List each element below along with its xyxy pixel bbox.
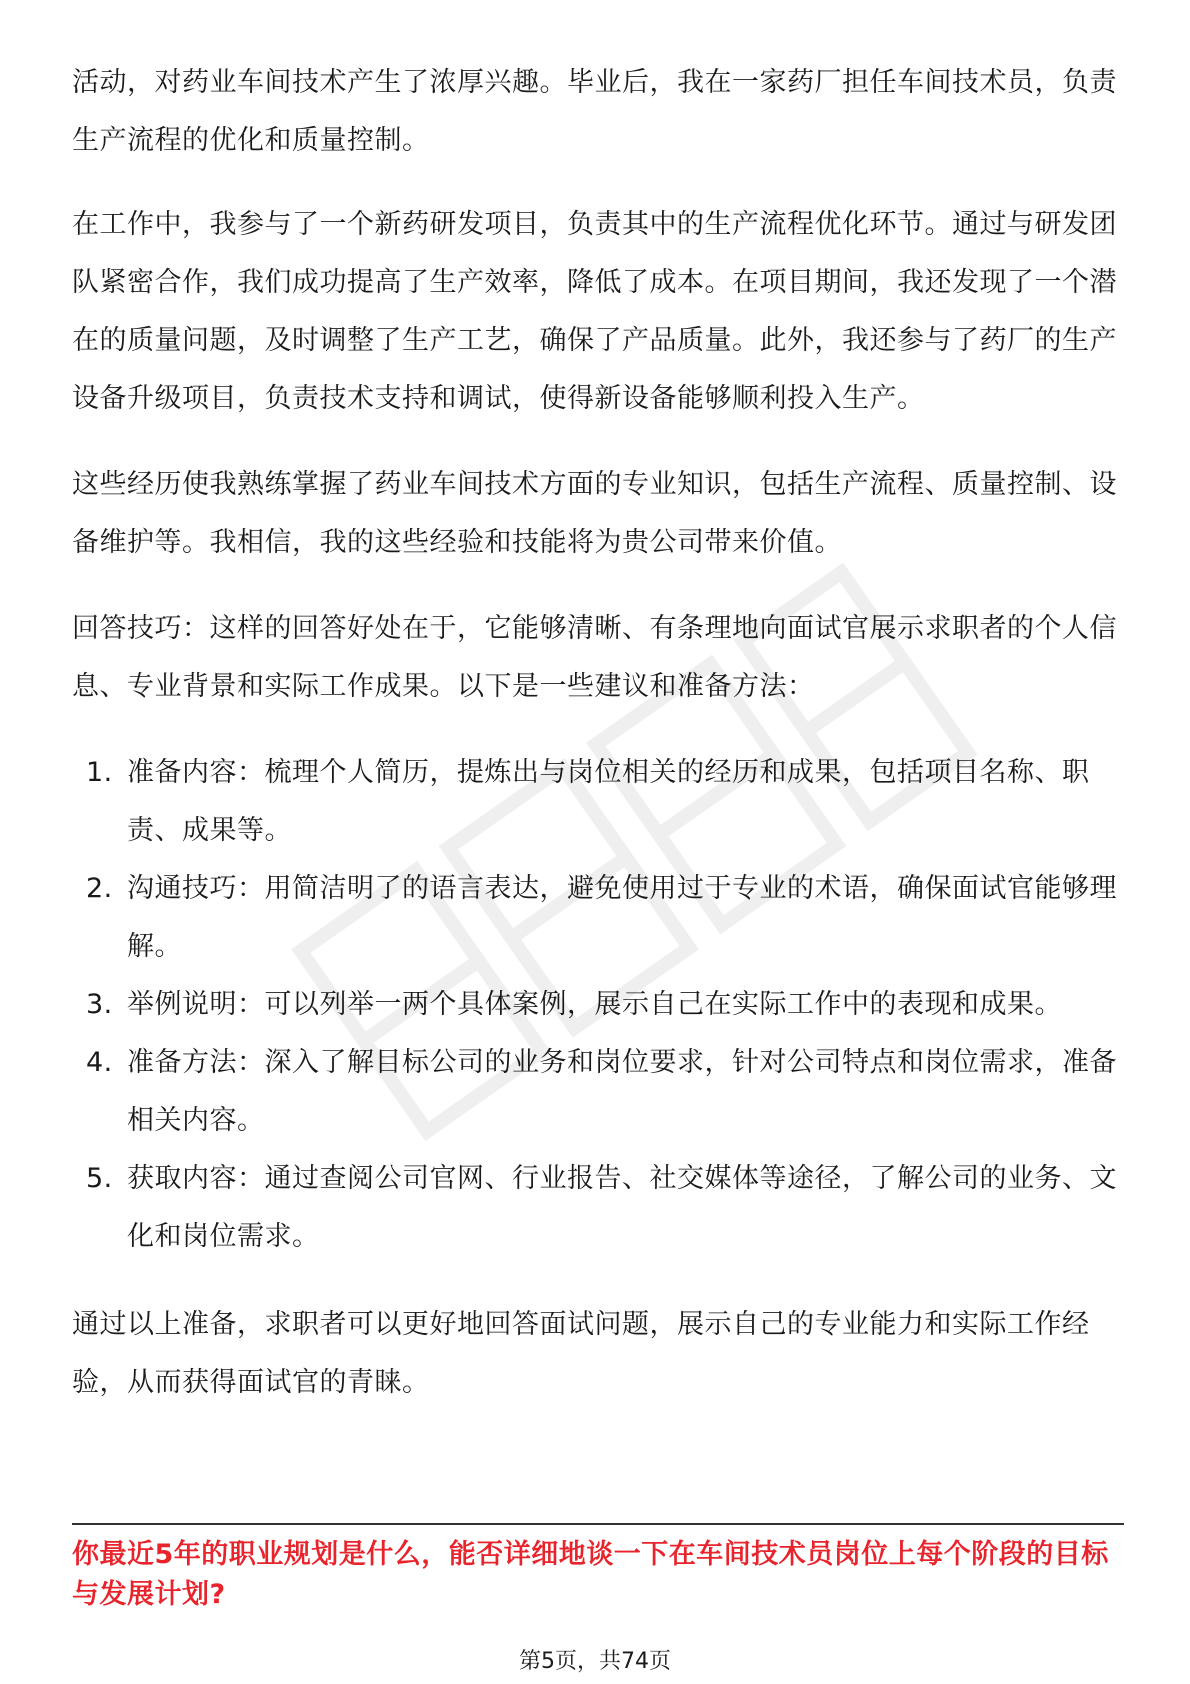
- section-divider: [72, 1523, 1124, 1525]
- next-question-heading: 你最近5年的职业规划是什么，能否详细地谈一下在车间技术员岗位上每个阶段的目标与发展计划?: [72, 1539, 1109, 1610]
- conclusion-paragraph: 通过以上准备，求职者可以更好地回答面试问题，展示自己的专业能力和实际工作经验，从而获得面试官的青睐。: [72, 1309, 1090, 1398]
- list-text: 举例说明：可以列举一两个具体案例，展示自己在实际工作中的表现和成果。: [127, 989, 1062, 1020]
- list-number: 5.: [86, 1163, 113, 1194]
- list-item: [72, 976, 1118, 1034]
- tips-list: [72, 744, 1118, 1266]
- list-number: 2.: [86, 873, 113, 904]
- list-text: 准备内容：梳理个人简历，提炼出与岗位相关的经历和成果，包括项目名称、职责、成果等。: [127, 757, 1090, 846]
- paragraph: 这些经历使我熟练掌握了药业车间技术方面的专业知识，包括生产流程、质量控制、设备维护等。我相信，我的这些经验和技能将为贵公司带来价值。: [72, 469, 1117, 558]
- page-number: 第5页，共74页: [519, 1649, 671, 1674]
- list-number: 4.: [86, 1047, 113, 1078]
- list-number: 3.: [86, 989, 113, 1020]
- list-item: [72, 744, 1118, 860]
- list-item: [72, 860, 1118, 976]
- list-item: [72, 1150, 1118, 1266]
- paragraph: 回答技巧：这样的回答好处在于，它能够清晰、有条理地向面试官展示求职者的个人信息、专业背景和实际工作成果。以下是一些建议和准备方法：: [72, 613, 1117, 702]
- list-text: 获取内容：通过查阅公司官网、行业报告、社交媒体等途径，了解公司的业务、文化和岗位需求。: [127, 1163, 1117, 1252]
- list-number: 1.: [86, 757, 113, 788]
- document-body: [72, 54, 1118, 1440]
- paragraph: 活动，对药业车间技术产生了浓厚兴趣。毕业后，我在一家药厂担任车间技术员，负责生产流程的优化和质量控制。: [72, 67, 1117, 156]
- paragraph: 在工作中，我参与了一个新药研发项目，负责其中的生产流程优化环节。通过与研发团队紧密合作，我们成功提高了生产效率，降低了成本。在项目期间，我还发现了一个潜在的质量问题，及时调整了生产工艺，确保了产品质量。此外，我还参与了药厂的生产设备升级项目，负责技术支持和调试，使得新设备能够顺利投入生产。: [72, 209, 1117, 414]
- list-text: 准备方法：深入了解目标公司的业务和岗位要求，针对公司特点和岗位需求，准备相关内容。: [127, 1047, 1117, 1136]
- list-text: 沟通技巧：用简洁明了的语言表达，避免使用过于专业的术语，确保面试官能够理解。: [127, 873, 1117, 962]
- list-item: [72, 1034, 1118, 1150]
